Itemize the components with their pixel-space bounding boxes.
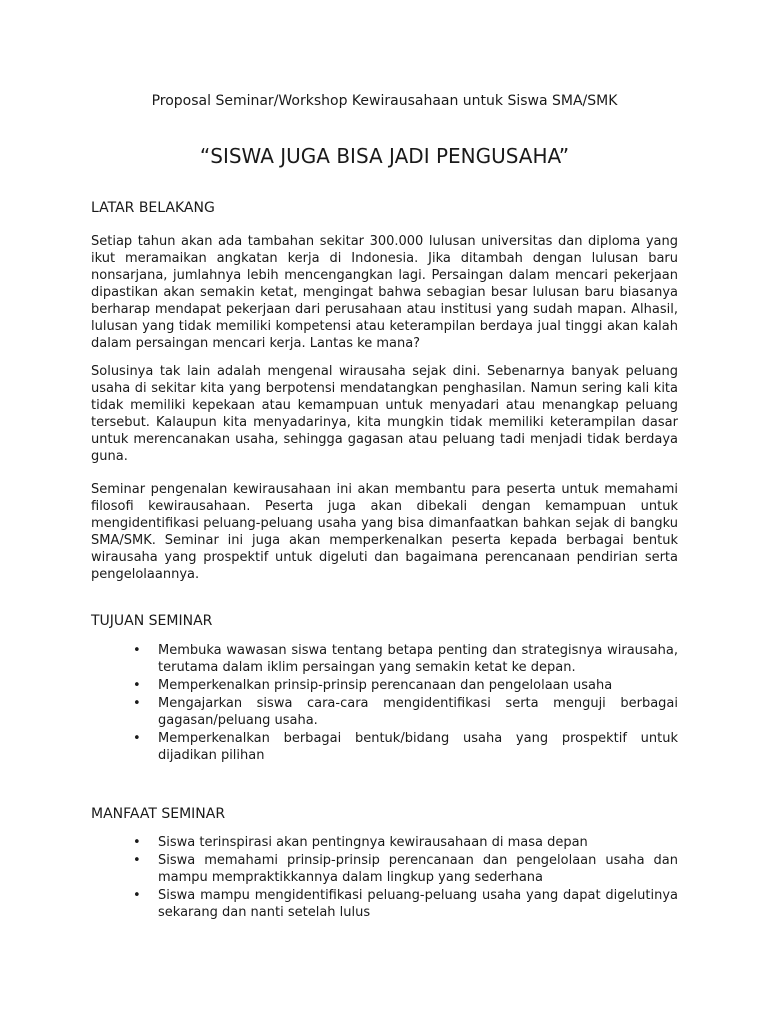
bullet-icon: •	[133, 835, 141, 850]
list-item-manfaat	[91, 834, 678, 851]
bullet-icon: •	[133, 643, 141, 658]
list-tujuan-seminar	[91, 642, 678, 765]
list-item-tujuan	[91, 730, 678, 764]
list-manfaat-seminar	[91, 834, 678, 922]
bullet-icon: •	[133, 888, 141, 903]
list-item-text: Membuka wawasan siswa tentang betapa penting dan strategisnya wirausaha, terutama dalam iklim persaingan yang semakin ketat ke depan.	[158, 643, 678, 675]
section-heading-tujuan-seminar: TUJUAN SEMINAR	[91, 613, 213, 629]
list-item-text: Siswa memahami prinsip-prinsip perencanaan dan pengelolaan usaha dan mampu mempraktikkannya dalam lingkup yang sederhana	[158, 853, 678, 885]
list-item-manfaat	[91, 887, 678, 921]
bullet-icon: •	[133, 678, 141, 693]
document-title: “SISWA JUGA BISA JADI PENGUSAHA”	[199, 144, 570, 168]
paragraph-latar-belakang-1: Setiap tahun akan ada tambahan sekitar 300.000 lulusan universitas dan diploma yang ikut meramaikan angkatan kerja di Indonesia. Jika ditambah dengan lulusan baru nonsarjana, jumlahnya lebih mencengangkan lagi. Persaingan dalam mencari pekerjaan dipastikan akan semakin ketat, mengingat bahwa sebagian besar lulusan baru biasanya berharap mendapat pekerjaan dari perusahaan atau institusi yang sudah mapan. Alhasil, lulusan yang tidak memiliki kompetensi atau keterampilan berdaya jual tinggi akan kalah dalam persaingan mencari kerja. Lantas ke mana?	[91, 234, 678, 351]
list-item-tujuan	[91, 695, 678, 729]
section-heading-latar-belakang: LATAR BELAKANG	[91, 200, 215, 216]
section-heading-manfaat-seminar: MANFAAT SEMINAR	[91, 806, 226, 822]
list-item-tujuan	[91, 677, 678, 694]
list-item-text: Mengajarkan siswa cara-cara mengidentifikasi serta menguji berbagai gagasan/peluang usaha.	[158, 696, 678, 728]
paragraph-latar-belakang-2: Solusinya tak lain adalah mengenal wirausaha sejak dini. Sebenarnya banyak peluang usaha di sekitar kita yang berpotensi mendatangkan penghasilan. Namun sering kali kita tidak memiliki kepekaan atau kemampuan untuk menyadari atau menangkap peluang tersebut. Kalaupun kita menyadarinya, kita mungkin tidak memiliki keterampilan dasar untuk merencanakan usaha, sehingga gagasan atau peluang tadi menjadi tidak berdaya guna.	[91, 364, 678, 464]
list-item-tujuan	[91, 642, 678, 676]
list-item-manfaat	[91, 852, 678, 886]
list-item-text: Siswa mampu mengidentifikasi peluang-peluang usaha yang dapat digelutinya sekarang dan nanti setelah lulus	[158, 888, 678, 920]
list-item-text: Memperkenalkan prinsip-prinsip perencanaan dan pengelolaan usaha	[158, 678, 613, 693]
bullet-icon: •	[133, 731, 141, 746]
list-item-text: Siswa terinspirasi akan pentingnya kewirausahaan di masa depan	[158, 835, 588, 850]
list-item-text: Memperkenalkan berbagai bentuk/bidang usaha yang prospektif untuk dijadikan pilihan	[158, 731, 678, 763]
document-subtitle: Proposal Seminar/Workshop Kewirausahaan untuk Siswa SMA/SMK	[151, 93, 618, 109]
paragraph-latar-belakang-3: Seminar pengenalan kewirausahaan ini akan membantu para peserta untuk memahami filosofi kewirausahaan. Peserta juga akan dibekali dengan kemampuan untuk mengidentifikasi peluang-peluang usaha yang bisa dimanfaatkan bahkan sejak di bangku SMA/SMK. Seminar ini juga akan memperkenalkan peserta kepada berbagai bentuk wirausaha yang prospektif untuk digeluti dan bagaimana perencanaan pendirian serta pengelolaannya.	[91, 482, 678, 582]
bullet-icon: •	[133, 696, 141, 711]
bullet-icon: •	[133, 853, 141, 868]
